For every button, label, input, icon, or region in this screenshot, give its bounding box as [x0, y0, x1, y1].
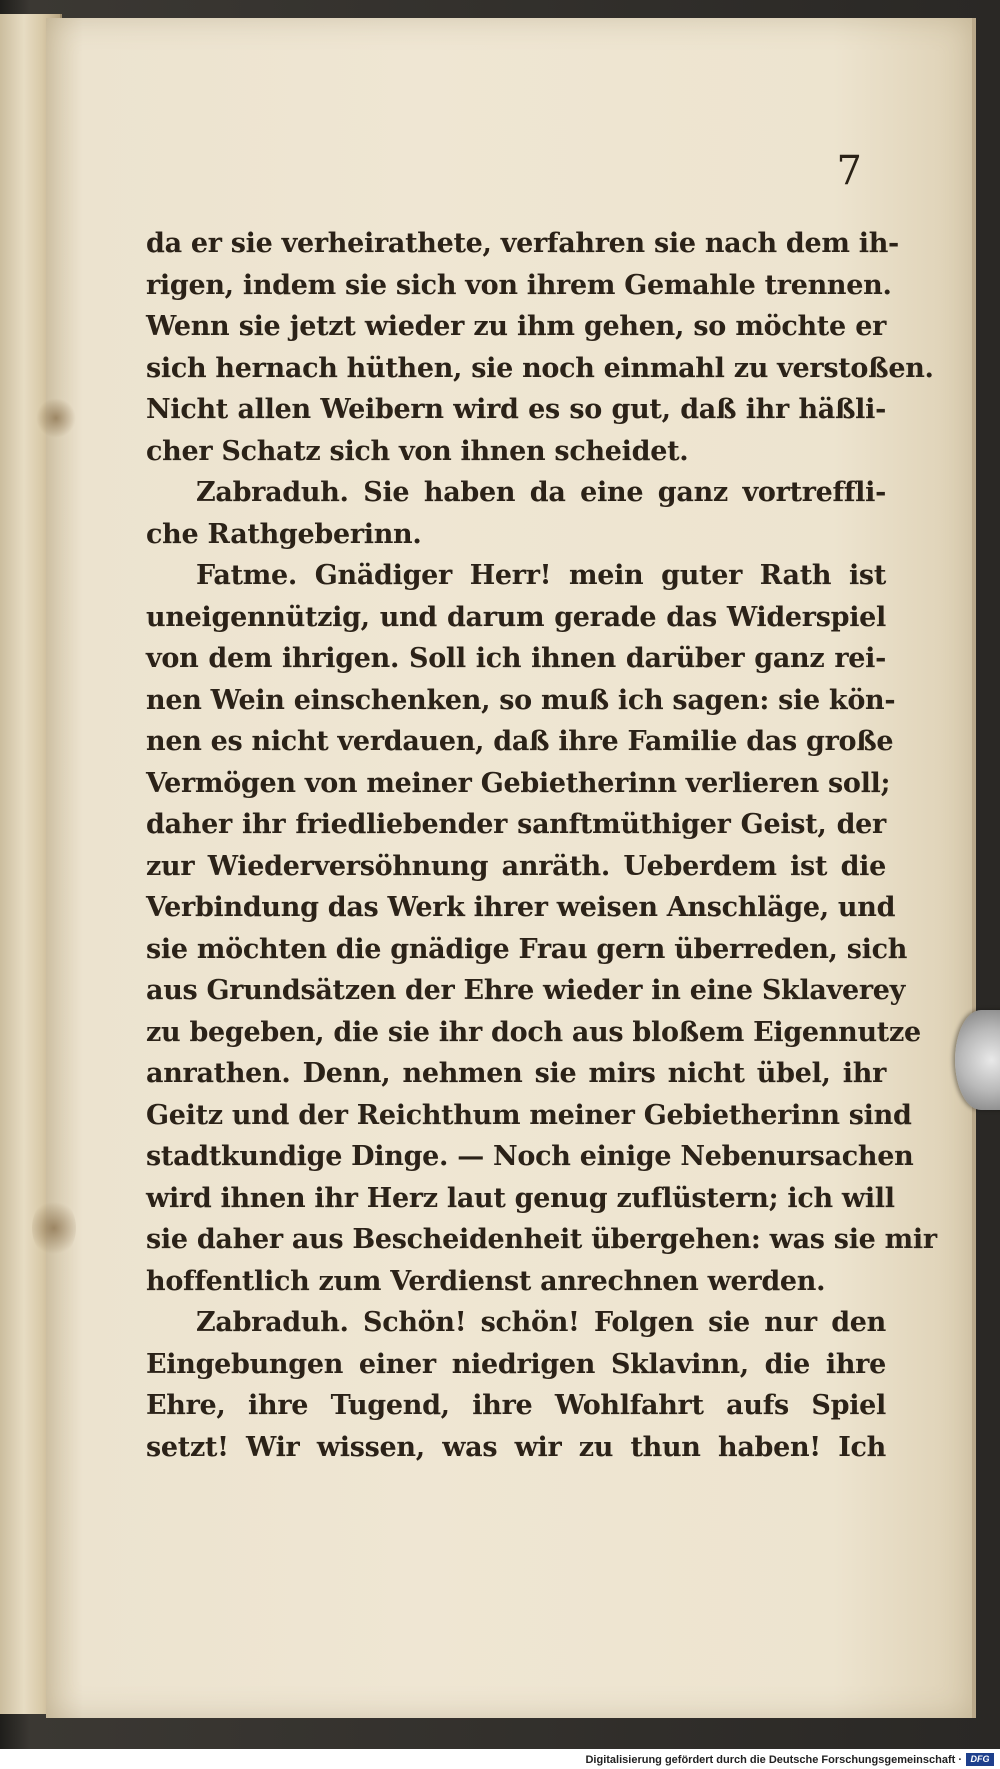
- page-clip: [955, 1010, 1000, 1110]
- text-line: von dem ihrigen. Soll ich ihnen darüber ganz rei-: [146, 643, 886, 674]
- text-line: anrathen. Denn, nehmen sie mirs nicht übel, ihr: [146, 1058, 886, 1089]
- footer-bar: [0, 1749, 1000, 1769]
- text-line: zur Wiederversöhnung anräth. Ueberdem ist die: [146, 850, 886, 882]
- text-line: nen es nicht verdauen, daß ihre Familie das große: [146, 726, 894, 757]
- text-line: Vermögen von meiner Gebietherinn verlieren soll;: [146, 767, 891, 799]
- text-line: nen Wein einschenken, so muß ich sagen: sie kön-: [146, 684, 896, 716]
- text-line: daher ihr friedliebender sanftmüthiger Geist, der: [146, 809, 886, 840]
- foxing-stain: [32, 1198, 76, 1258]
- text-line: Nicht allen Weibern wird es so gut, daß ihr häßli-: [146, 394, 886, 425]
- text-line: cher Schatz sich von ihnen scheidet.: [146, 435, 689, 467]
- text-line: Ehre, ihre Tugend, ihre Wohlfahrt aufs Spiel: [146, 1390, 886, 1421]
- text-line: Zabraduh. Sie haben da eine ganz vortreffli-: [196, 477, 886, 508]
- text-line: wird ihnen ihr Herz laut genug zuflüstern; ich will: [146, 1182, 895, 1214]
- text-line: zu begeben, die sie ihr doch aus bloßem Eigennutze: [146, 1016, 921, 1048]
- text-line: aus Grundsätzen der Ehre wieder in eine Sklaverey: [146, 975, 906, 1006]
- text-line: hoffentlich zum Verdienst anrechnen werden.: [146, 1265, 826, 1297]
- text-line: Geitz und der Reichthum meiner Gebietherinn sind: [146, 1099, 912, 1131]
- text-line: Wenn sie jetzt wieder zu ihm gehen, so möchte er: [146, 311, 886, 342]
- text-line: da er sie verheirathete, verfahren sie nach dem ih-: [146, 228, 899, 259]
- dfg-logo: DFG: [966, 1753, 994, 1766]
- text-line: sie daher aus Bescheidenheit übergehen: was sie mir: [146, 1224, 937, 1255]
- text-line: sich hernach hüthen, sie noch einmahl zu verstoßen.: [146, 352, 934, 384]
- page-number: 7: [836, 148, 862, 194]
- text-line: Verbindung das Werk ihrer weisen Anschläge, und: [146, 892, 896, 923]
- book-page: [46, 18, 976, 1718]
- text-line: uneigennützig, und darum gerade das Widerspiel: [146, 601, 886, 633]
- text-line: che Rathgeberinn.: [146, 518, 422, 550]
- text-line: setzt! Wir wissen, was wir zu thun haben! Ich: [146, 1431, 886, 1463]
- text-line: stadtkundige Dinge. — Noch einige Nebenursachen: [146, 1141, 914, 1172]
- text-line: Eingebungen einer niedrigen Sklavinn, die ihre: [146, 1348, 886, 1380]
- body-text: [146, 223, 937, 1468]
- text-line: sie möchten die gnädige Frau gern überreden, sich: [146, 933, 908, 965]
- foxing-stain: [36, 398, 76, 438]
- footer-credit: Digitalisierung gefördert durch die Deutsche Forschungsgemeinschaft ·: [585, 1754, 962, 1766]
- text-line: Fatme. Gnädiger Herr! mein guter Rath ist: [196, 560, 886, 591]
- text-line: rigen, indem sie sich von ihrem Gemahle trennen.: [146, 269, 892, 301]
- text-line: Zabraduh. Schön! schön! Folgen sie nur den: [196, 1307, 886, 1338]
